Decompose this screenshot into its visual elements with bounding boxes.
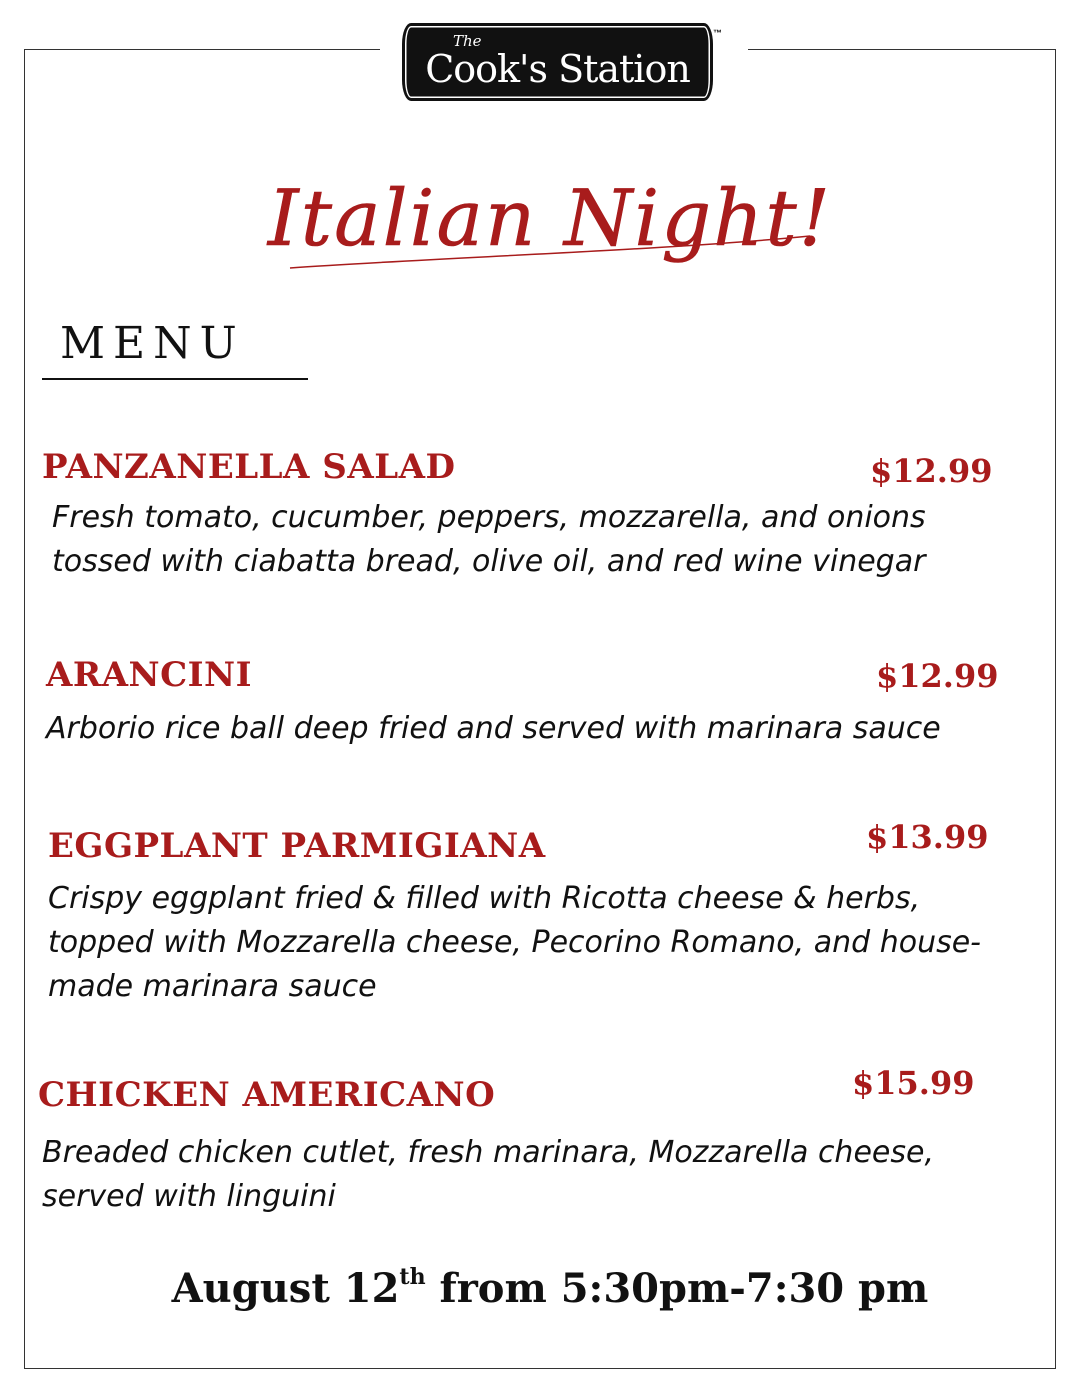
item-desc-chicken-americano: Breaded chicken cutlet, fresh marinara, Mozzarella cheese, served with linguini	[42, 1135, 934, 1214]
event-date-suffix: th	[399, 1264, 426, 1290]
cooks-station-logo	[405, 26, 710, 98]
item-name-panzanella-salad: PANZANELLA SALAD	[42, 447, 456, 487]
item-price-eggplant-parmigiana: $13.99	[866, 818, 989, 856]
trademark-symbol: ™	[713, 28, 722, 38]
item-desc-panzanella-salad: Fresh tomato, cucumber, peppers, mozzarella, and onions tossed with ciabatta bread, olive oil, and red wine vinegar	[52, 500, 926, 579]
event-date: August 12	[171, 1265, 400, 1312]
item-desc-eggplant-parmigiana: Crispy eggplant fried & filled with Ricotta cheese & herbs, topped with Mozzarella cheese, Pecorino Romano, and house-made marinara sauce	[48, 881, 981, 1004]
item-desc-arancini: Arborio rice ball deep fried and served with marinara sauce	[46, 711, 941, 746]
item-name-eggplant-parmigiana: EGGPLANT PARMIGIANA	[48, 826, 546, 866]
item-price-panzanella-salad: $12.99	[870, 452, 993, 490]
italian-night-text: Italian Night!	[267, 174, 833, 264]
item-name-arancini: ARANCINI	[46, 655, 253, 695]
menu-heading-rule	[42, 378, 308, 380]
menu-heading: MENU	[60, 318, 245, 369]
logo-the-text: The	[453, 32, 482, 50]
event-date-time	[0, 1265, 1080, 1312]
item-price-chicken-americano: $15.99	[852, 1064, 975, 1102]
item-price-arancini: $12.99	[876, 657, 999, 695]
italian-night-script	[250, 140, 850, 290]
item-name-chicken-americano: CHICKEN AMERICANO	[38, 1075, 496, 1115]
italian-night-title	[250, 140, 850, 290]
logo-name-text: Cook's Station	[425, 47, 690, 91]
event-time: from 5:30pm-7:30 pm	[425, 1265, 929, 1312]
